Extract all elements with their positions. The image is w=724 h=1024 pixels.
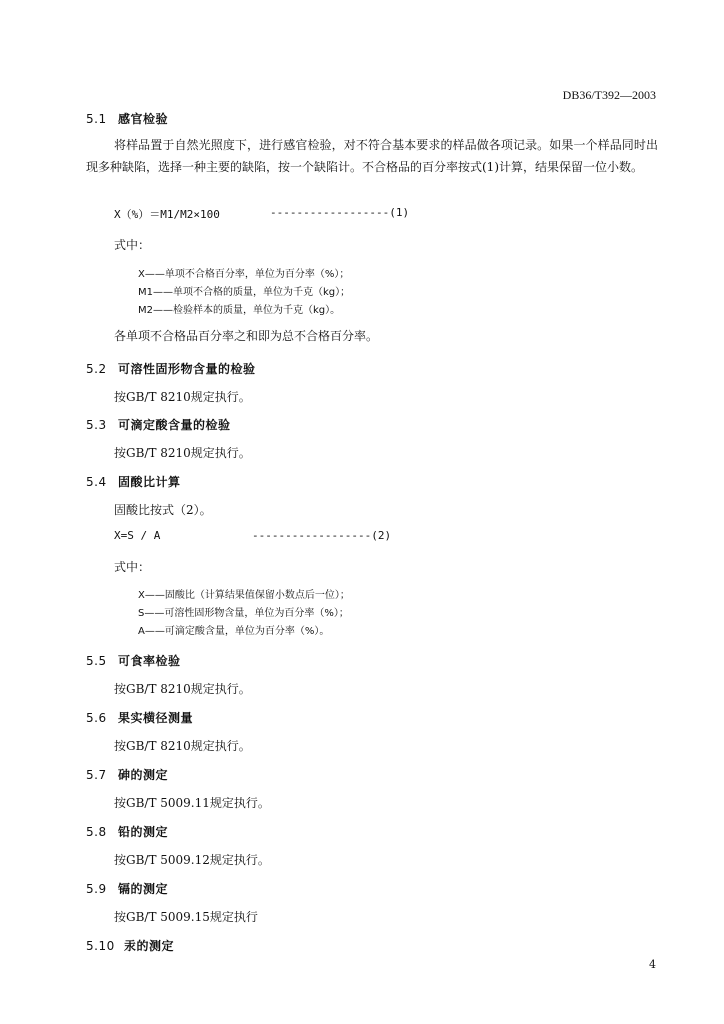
section-5-3-text: 按GB/T 8210规定执行。 xyxy=(114,446,251,460)
section-5-1-heading xyxy=(86,110,168,127)
formula-1-expression: X（%）＝M1/M2×100 xyxy=(114,208,220,221)
section-5-6-heading xyxy=(86,709,193,726)
section-5-9-text: 按GB/T 5009.15规定执行 xyxy=(114,910,258,924)
section-5-7-text: 按GB/T 5009.11规定执行。 xyxy=(114,796,270,810)
formula-1-tag: ------------------(1) xyxy=(270,206,410,219)
section-number: 5.8 xyxy=(86,825,107,839)
section-title: 果实横径测量 xyxy=(118,711,194,725)
section-5-8-heading xyxy=(86,823,168,840)
section-5-2-heading xyxy=(86,360,256,377)
where-label: 式中： xyxy=(114,238,151,252)
formula-2-tag: ------------------(2) xyxy=(252,529,392,542)
section-number: 5.10 xyxy=(86,939,115,953)
section-number: 5.2 xyxy=(86,362,107,376)
formula-2 xyxy=(114,529,392,542)
where-label: 式中： xyxy=(114,560,151,574)
definition-x: X——单项不合格百分率，单位为百分率（%）； xyxy=(138,269,350,280)
section-number: 5.6 xyxy=(86,711,107,725)
definition-m1: M1——单项不合格的质量，单位为千克（kg）； xyxy=(138,287,351,298)
section-5-4-heading xyxy=(86,473,181,490)
definition-x: X——固酸比（计算结果值保留小数点后一位）； xyxy=(138,590,350,601)
document-code: DB36/T392—2003 xyxy=(562,88,656,102)
section-title: 可溶性固形物含量的检验 xyxy=(118,362,256,376)
section-title: 可食率检验 xyxy=(118,654,181,668)
section-5-1-paragraph: 将样品置于自然光照度下，进行感官检验，对不符合基本要求的样品做各项记录。如果一个样品同时出现多种缺陷，选择一种主要的缺陷，按一个缺陷计。不合格品的百分率按式(1)计算，结果保留一位小数。 xyxy=(86,138,658,174)
section-title: 汞的测定 xyxy=(124,939,175,953)
section-number: 5.9 xyxy=(86,882,107,896)
section-title: 感官检验 xyxy=(118,112,169,126)
section-number: 5.3 xyxy=(86,418,107,432)
definition-a: A——可滴定酸含量，单位为百分率（%）。 xyxy=(138,626,330,637)
section-5-9-heading xyxy=(86,880,168,897)
section-title: 可滴定酸含量的检验 xyxy=(118,418,231,432)
section-5-10-heading xyxy=(86,937,174,954)
section-title: 固酸比计算 xyxy=(118,475,181,489)
section-number: 5.5 xyxy=(86,654,107,668)
section-5-1-note: 各单项不合格品百分率之和即为总不合格百分率。 xyxy=(114,329,379,343)
section-5-5-heading xyxy=(86,652,181,669)
section-title: 铅的测定 xyxy=(118,825,169,839)
section-5-3-heading xyxy=(86,416,231,433)
section-number: 5.4 xyxy=(86,475,107,489)
section-number: 5.7 xyxy=(86,768,107,782)
section-title: 镉的测定 xyxy=(118,882,169,896)
formula-2-expression: X=S / A xyxy=(114,529,161,542)
section-5-2-text: 按GB/T 8210规定执行。 xyxy=(114,390,251,404)
section-5-4-text: 固酸比按式（2）。 xyxy=(114,503,212,517)
section-5-6-text: 按GB/T 8210规定执行。 xyxy=(114,739,251,753)
section-5-8-text: 按GB/T 5009.12规定执行。 xyxy=(114,853,270,867)
section-title: 砷的测定 xyxy=(118,768,169,782)
formula-1 xyxy=(114,206,410,222)
section-5-7-heading xyxy=(86,766,168,783)
definition-m2: M2——检验样本的质量，单位为千克（kg）。 xyxy=(138,305,341,316)
section-number: 5.1 xyxy=(86,112,107,126)
section-5-5-text: 按GB/T 8210规定执行。 xyxy=(114,682,251,696)
page-number: 4 xyxy=(649,958,656,971)
definition-s: S——可溶性固形物含量，单位为百分率（%）； xyxy=(138,608,349,619)
